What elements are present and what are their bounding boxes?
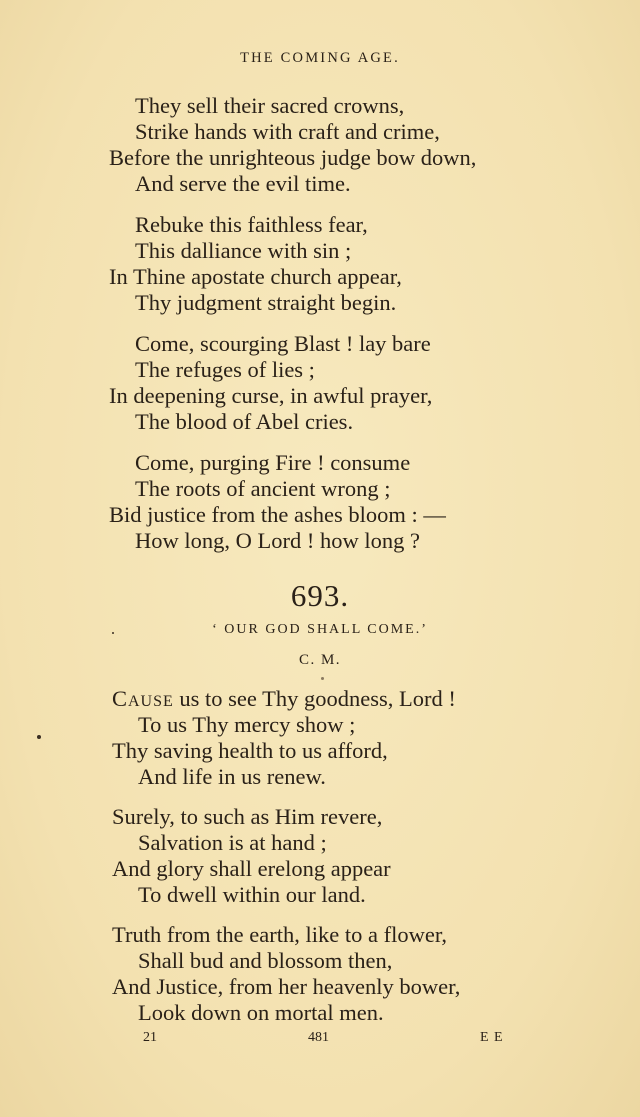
print-speck bbox=[321, 677, 324, 680]
verse-line: Salvation is at hand ; bbox=[138, 830, 327, 855]
verse-line: Truth from the earth, like to a flower, bbox=[112, 922, 448, 947]
hymn-title: ‘ OUR GOD SHALL COME.’ bbox=[212, 622, 428, 637]
verse-line: In deepening curse, in awful prayer, bbox=[109, 383, 433, 408]
verse-line: The blood of Abel cries. bbox=[135, 409, 354, 434]
verse-line: And Justice, from her heavenly bower, bbox=[112, 974, 461, 999]
signature-mark: E E bbox=[480, 1030, 504, 1045]
verse-line: They sell their sacred crowns, bbox=[135, 93, 405, 118]
hymn-number: 693. bbox=[290, 578, 350, 613]
verse-line: Rebuke this faithless fear, bbox=[135, 212, 368, 237]
verse-line: To us Thy mercy show ; bbox=[138, 712, 356, 737]
signature-number: 21 bbox=[143, 1030, 157, 1045]
verse-line: Bid justice from the ashes bloom : — bbox=[109, 502, 446, 527]
verse-line: The roots of ancient wrong ; bbox=[135, 476, 391, 501]
verse-line: Strike hands with craft and crime, bbox=[135, 119, 440, 144]
first-line-rest: us to see Thy goodness, Lord ! bbox=[173, 686, 456, 711]
hymn-meter: C. M. bbox=[298, 652, 342, 668]
verse-line: And life in us renew. bbox=[138, 764, 326, 789]
print-speck bbox=[37, 735, 41, 739]
verse-line: To dwell within our land. bbox=[138, 882, 366, 907]
running-head: THE COMING AGE. bbox=[240, 50, 400, 66]
verse-line: Thy judgment straight begin. bbox=[135, 290, 397, 315]
verse-line: Come, scourging Blast ! lay bare bbox=[135, 331, 431, 356]
verse-line: Surely, to such as Him revere, bbox=[112, 804, 383, 829]
verse-line: The refuges of lies ; bbox=[135, 357, 315, 382]
verse-line: In Thine apostate church appear, bbox=[109, 264, 402, 289]
first-word-smallcaps: Cause bbox=[112, 686, 174, 711]
verse-line: Before the unrighteous judge bow down, bbox=[109, 145, 477, 170]
page-number: 481 bbox=[308, 1030, 329, 1045]
verse-line: Shall bud and blossom then, bbox=[138, 948, 393, 973]
verse-line: How long, O Lord ! how long ? bbox=[135, 528, 420, 553]
verse-line: Thy saving health to us afford, bbox=[112, 738, 388, 763]
verse-line-first bbox=[112, 686, 456, 712]
verse-line: And serve the evil time. bbox=[135, 171, 351, 196]
verse-line: Look down on mortal men. bbox=[138, 1000, 384, 1025]
verse-line: Come, purging Fire ! consume bbox=[135, 450, 411, 475]
verse-line: This dalliance with sin ; bbox=[135, 238, 352, 263]
print-speck bbox=[112, 632, 114, 634]
verse-line: And glory shall erelong appear bbox=[112, 856, 391, 881]
